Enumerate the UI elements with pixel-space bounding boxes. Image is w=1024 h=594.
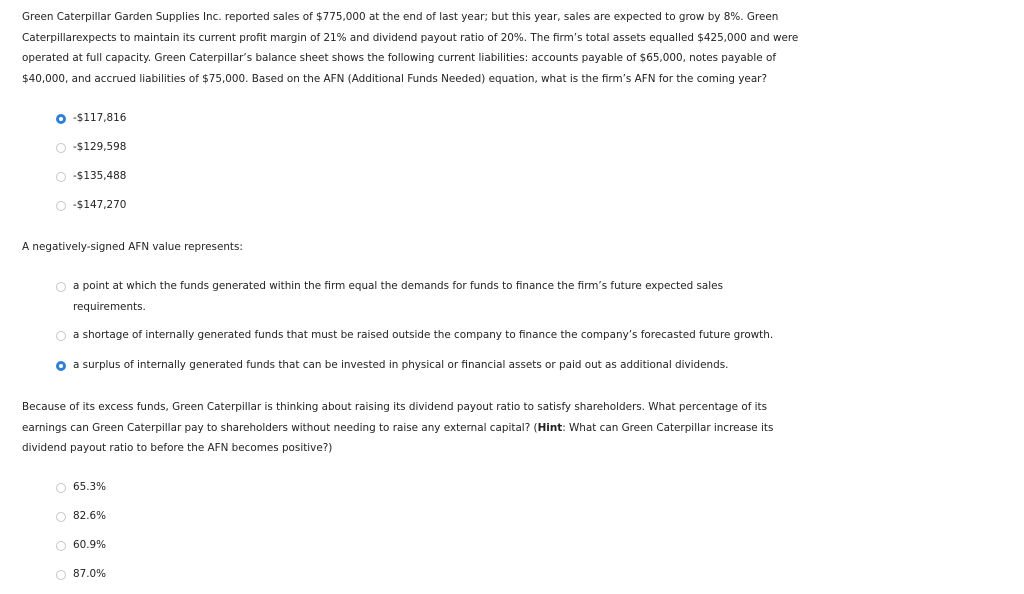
radio-unselected-icon[interactable] <box>56 512 66 522</box>
q2-option-1[interactable] <box>56 281 816 317</box>
q2-option-2[interactable] <box>56 330 816 346</box>
radio-unselected-icon[interactable] <box>56 541 66 551</box>
radio-unselected-icon[interactable] <box>56 172 66 182</box>
radio-unselected-icon[interactable] <box>56 282 66 292</box>
q3-option-2[interactable] <box>56 511 816 527</box>
question-3-text-before: Because of its excess funds, Green Caterpillar is thinking about raising its dividend payout ratio to satisfy shareholders. What percentage of its earnings can Green Caterpillar pay to shareholders without needing to raise any external capital? ( <box>22 401 768 434</box>
radio-selected-icon[interactable] <box>56 361 66 371</box>
q2-option-1-label: a point at which the funds generated within the firm equal the demands for funds to finance the firm’s future expected sales requirements. <box>73 280 723 313</box>
question-3-text <box>22 397 812 459</box>
q1-option-2[interactable] <box>56 142 816 158</box>
q3-option-4[interactable] <box>56 569 816 585</box>
q3-option-4-label: 87.0% <box>73 568 107 580</box>
radio-selected-icon[interactable] <box>56 114 66 124</box>
radio-unselected-icon[interactable] <box>56 483 66 493</box>
q3-option-1[interactable] <box>56 482 816 498</box>
q1-option-3[interactable] <box>56 171 816 187</box>
q1-option-4[interactable] <box>56 200 816 216</box>
q1-option-3-label: -$135,488 <box>73 170 127 182</box>
q3-option-3[interactable] <box>56 540 816 556</box>
q1-option-1[interactable] <box>56 113 816 129</box>
q2-option-3[interactable] <box>56 360 816 376</box>
q1-option-1-label: -$117,816 <box>73 112 127 124</box>
q3-option-2-label: 82.6% <box>73 510 107 522</box>
question-2-text: A negatively-signed AFN value represents: <box>22 241 243 253</box>
q1-option-2-label: -$129,598 <box>73 141 127 153</box>
q1-option-4-label: -$147,270 <box>73 199 127 211</box>
radio-unselected-icon[interactable] <box>56 143 66 153</box>
q2-option-3-label: a surplus of internally generated funds that can be invested in physical or financial assets or paid out as additional dividends. <box>73 359 729 371</box>
q3-option-3-label: 60.9% <box>73 539 107 551</box>
radio-unselected-icon[interactable] <box>56 331 66 341</box>
question-1-text: Green Caterpillar Garden Supplies Inc. reported sales of $775,000 at the end of last year; but this year, sales are expected to grow by 8%. Green Caterpillarexpects to maintain its current profit margin of 21% and dividend payout ratio of 20%. The firm’s total assets equalled $425,000 and were operated at full capacity. Green Caterpillar’s balance sheet shows the following current liabilities: accounts payable of $65,000, notes payable of $40,000, and accrued liabilities of $75,000. Based on the AFN (Additional Funds Needed) equation, what is the firm’s AFN for the coming year? <box>22 11 799 85</box>
radio-unselected-icon[interactable] <box>56 570 66 580</box>
q3-option-1-label: 65.3% <box>73 481 107 493</box>
q2-option-2-label: a shortage of internally generated funds that must be raised outside the company to finance the company’s forecasted future growth. <box>73 329 774 341</box>
question-3-text-after: : What can Green Caterpillar increase its dividend payout ratio to before the AFN becomes positive?) <box>22 421 774 454</box>
hint-label: Hint <box>537 421 563 434</box>
radio-unselected-icon[interactable] <box>56 201 66 211</box>
